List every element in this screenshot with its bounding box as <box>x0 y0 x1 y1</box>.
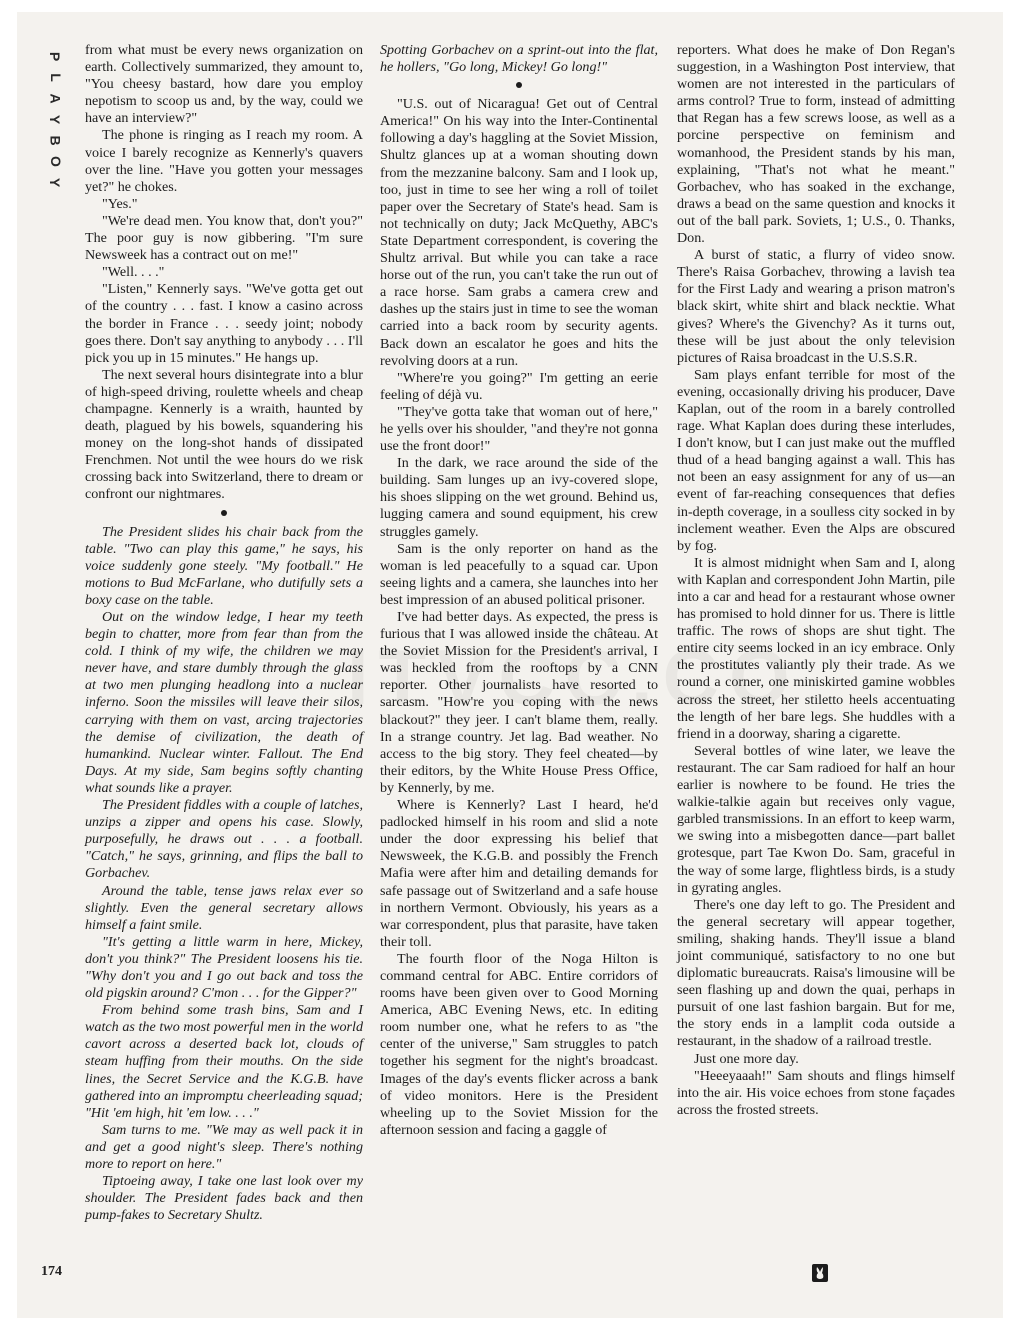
paragraph: Where is Kennerly? Last I heard, he'd padlocked himself in his room and slid a note under the door expressing his belief that Newsweek, the K.G.B. and possibly the French Mafia were after him and detailing demands for safe passage out of Switzerland and a safe house in northern Vermont. Obviously, his years as a war correspondent, plus that parasite, have taken their toll. <box>380 797 658 950</box>
paragraph: "We're dead men. You know that, don't you?" The poor guy is now gibbering. "I'm sure Newsweek has a contract out on me!" <box>85 212 363 264</box>
paragraph: In the dark, we race around the side of the building. Sam lunges up an ivy-covered slope, his shoes slipping on the wet ground. Behind us, lugging camera and sound equipment, his crew struggles gamely. <box>380 455 658 540</box>
page-number: 174 <box>41 1264 62 1279</box>
paragraph: Around the table, tense jaws relax ever so slightly. Even the general secretary allows himself a faint smile. <box>85 882 363 933</box>
paragraph: Just one more day. <box>694 1050 799 1067</box>
title-letter: B <box>47 135 64 146</box>
text-column-1 <box>85 42 363 1224</box>
paragraph: The next several hours disintegrate into a blur of high-speed driving, roulette wheels and cheap champagne. Kennerly is a wraith, haunted by death, plagued by his bowels, squandering his money on the long-shot hands of dissipated Frenchmen. Not until the wee hours do we risk crossing back into Switzerland, there to dream or confront our nightmares. <box>85 366 363 503</box>
paragraph: The phone is ringing as I reach my room. A voice I barely recognize as Kennerly's quavers over the line. "Have you gotten your messages yet?" he chokes. <box>85 127 363 195</box>
paragraph: The fourth floor of the Noga Hilton is command central for ABC. Entire corridors of rooms have been given over to Good Morning America, ABC Evening News, etc. In editing room number one, what he refers to as "the center of the universe," Sam struggles to patch together his segment for the night's broadcast. Images of the day's events flicker across a bank of video monitors. Here is the President wheeling up to the Soviet Mission for the afternoon session and facing a gaggle of <box>380 950 658 1138</box>
bullet-dot-icon <box>516 82 522 88</box>
text-column-3 <box>677 42 955 1119</box>
title-letter: L <box>47 73 64 82</box>
paragraph: "They've gotta take that woman out of here," he yells over his shoulder, "and they're not gonna use the front door!" <box>380 403 658 455</box>
paragraph: "Yes." <box>102 195 138 212</box>
paragraph: It is almost midnight when Sam and I, along with Kaplan and correspondent John Martin, pile into a car and head for a restaurant whose owner has promised to hold dinner for us. There is little traffic. The rows of shops are shut tight. The entire city seems locked in an icy embrace. Only the prostitutes valiantly ply their trade. As we round a corner, one miniskirted gamine wobbles across the street, her stiletto heels accentuating the length of her bare legs. She huddles with a friend in a doorway, sharing a cigarette. <box>677 554 955 742</box>
paragraph: Sam is the only reporter on hand as the woman is led peacefully to a squad car. Upon seeing lights and a camera, she launches into her best impression of an abused political prisoner. <box>380 540 658 608</box>
paragraph: "Listen," Kennerly says. "We've gotta get out of the country . . . fast. I know a casino across the border in France . . . seedy joint; nobody goes there. Don't say anything to anybody . . . I'll pick you up in 15 minutes." He hangs up. <box>85 281 363 366</box>
paragraph: Sam plays enfant terrible for most of the evening, occasionally driving his producer, Dave Kaplan, out of the room in a barely controlled rage. What Kaplan does during these interludes, I don't know, but I can just make out the muffled thud of a head banging against a wall. This has not been an easy assignment for any of us—an event of far-reaching consequences that defies in-depth coverage, in a soulless city socked in by inclement weather. Even the Alps are obscured by fog. <box>677 366 955 554</box>
paragraph: Sam turns to me. "We may as well pack it in and get a good night's sleep. There's nothing more to report on here." <box>85 1121 363 1172</box>
paragraph: "U.S. out of Nicaragua! Get out of Central America!" On his way into the Inter-Continental following a day's haggling at the Soviet Mission, Shultz glances up at a woman shouting down from the mezzanine balcony. Sam and I look up, too, just in time to see her wing a roll of toilet paper over the Secretary of State's head. Sam is not technically on duty; Jack McQuethy, ABC's State Department correspondent, is covering the Shultz arrival. But while you can take a race horse out of the run, you can't take the run out of a race horse. Sam grabs a camera crew and dashes up the stairs just in time to see the woman carried into a back room by security agents. Back down an escalator he goes and hits the revolving doors at a run. <box>380 96 658 369</box>
paragraph: Out on the window ledge, I hear my teeth begin to chatter, more from fear than from the cold. I think of my wife, the children we may never have, and stare dumbly through the glass at two men plunging headlong into a nuclear inferno. Soon the missiles will leave their silos, carrying with them on vast, arcing trajectories the demise of civilization, the death of humankind. Nuclear winter. Fallout. The End Days. At my side, Sam begins softly chanting what sounds like a prayer. <box>85 609 363 796</box>
paragraph: reporters. What does he make of Don Regan's suggestion, in a Washington Post interview, that women are not interested in the particulars of arms control? True to form, instead of admitting that Regan has a few screws loose, as well as a porcine perspective on feminism and womanhood, the President stands by his man, explaining, "That's not what he meant." Gorbachev, who has soaked in the exchange, draws a bead on the same question and knocks it out of the ball park. Soviets, 1; U.S., 0. Thanks, Don. <box>677 42 955 247</box>
paragraph: "Heeeyaaah!" Sam shouts and flings himself into the air. His voice echoes from stone façades across the frosted streets. <box>677 1067 955 1118</box>
paragraph: from what must be every news organization on earth. Collectively summarized, they amount to, "You cheesy bastard, how dare you employ nepotism to scoop us and, by the way, could we have an interview?" <box>85 42 363 127</box>
paragraph: Spotting Gorbachev on a sprint-out into the flat, he hollers, "Go long, Mickey! Go long!" <box>380 42 658 76</box>
paragraph: Several bottles of wine later, we leave the restaurant. The car Sam radioed for half an hour earlier is nowhere to be found. He tries the walkie-talkie again but receives only vague, garbled transmissions. In an effort to keep warm, we swing into a misbegotten dance—part ballet grotesque, part Tae Kwon Do. Sam, graceful in the way of some large, flightless birds, is a study in gyrating angles. <box>677 742 955 896</box>
paragraph: "Where're you going?" I'm getting an eerie feeling of déjà vu. <box>380 369 658 403</box>
title-letter: Y <box>47 114 64 125</box>
paragraph: The President slides his chair back from the table. "Two can play this game," he says, his voice suddenly gone steely. "My football." He motions to Bud McFarlane, who dutifully sets a boxy case on the table. <box>85 523 363 608</box>
rabbit-head-glyph <box>814 1266 826 1280</box>
bullet-dot-icon <box>221 510 227 516</box>
title-letter: P <box>47 51 64 62</box>
magazine-page <box>17 12 1003 1318</box>
title-letter: O <box>47 156 64 167</box>
paragraph: From behind some trash bins, Sam and I watch as the two most powerful men in the world cavort across a deserted back lot, clouds of steam huffing from their mouths. On the side lines, the Secret Service and the K.G.B. have gathered into an impromptu cheerleading squad; "Hit 'em high, hit 'em low. . . ." <box>85 1002 363 1121</box>
text-column-2 <box>380 42 658 1139</box>
paragraph: "It's getting a little warm in here, Mickey, don't you think?" The President loosens his tie. "Why don't you and I go out back and toss the old pigskin around? C'mon . . . for the Gipper?" <box>85 933 363 1002</box>
paragraph: There's one day left to go. The President and the general secretary will appear together, smiling, shaking hands. They'll issue a bland joint communiqué, satisfactory to no one but diplomatic bureaucrats. Raisa's limousine will be seen flashing up and down the quai, perhaps in pursuit of one last fashion bargain. But for me, the story ends in a lamplit coda outside a restaurant, in the shadow of a railroad trestle. <box>677 896 955 1050</box>
paragraph: A burst of static, a flurry of video snow. There's Raisa Gorbachev, throwing a lavish tea for the First Lady and wearing a prison matron's black skirt, white shirt and black necktie. What gives? Where's the Givenchy? As it turns out, these will be just about the only television pictures of Raisa broadcast in the U.S.S.R. <box>677 247 955 366</box>
paragraph: I've had better days. As expected, the press is furious that I was allowed inside the château. At the Soviet Mission for the President's arrival, I was heckled from the rooftops by a CNN reporter. Other journalists have resorted to sarcasm. "How're you coping with the news blackout?" they jeer. I can't blame them, really. In a strange country. Jet lag. Bad weather. No access to the big story. They feel cheated—by their editors, by the White House Press Office, by Kennerly, by me. <box>380 609 658 796</box>
title-letter: Y <box>47 177 64 188</box>
title-letter: A <box>47 93 64 104</box>
paragraph: Tiptoeing away, I take one last look over my shoulder. The President fades back and then pump-fakes to Secretary Shultz. <box>85 1173 363 1224</box>
paragraph: The President fiddles with a couple of latches, unzips a zipper and opens his case. Slowly, purposefully, he draws out . . . a football. "Catch," he says, grinning, and flips the ball to Gorbachev. <box>85 797 363 882</box>
magazine-title-vertical <box>42 46 68 193</box>
rabbit-head-icon <box>812 1264 828 1282</box>
paragraph: "Well. . . ." <box>102 264 165 281</box>
